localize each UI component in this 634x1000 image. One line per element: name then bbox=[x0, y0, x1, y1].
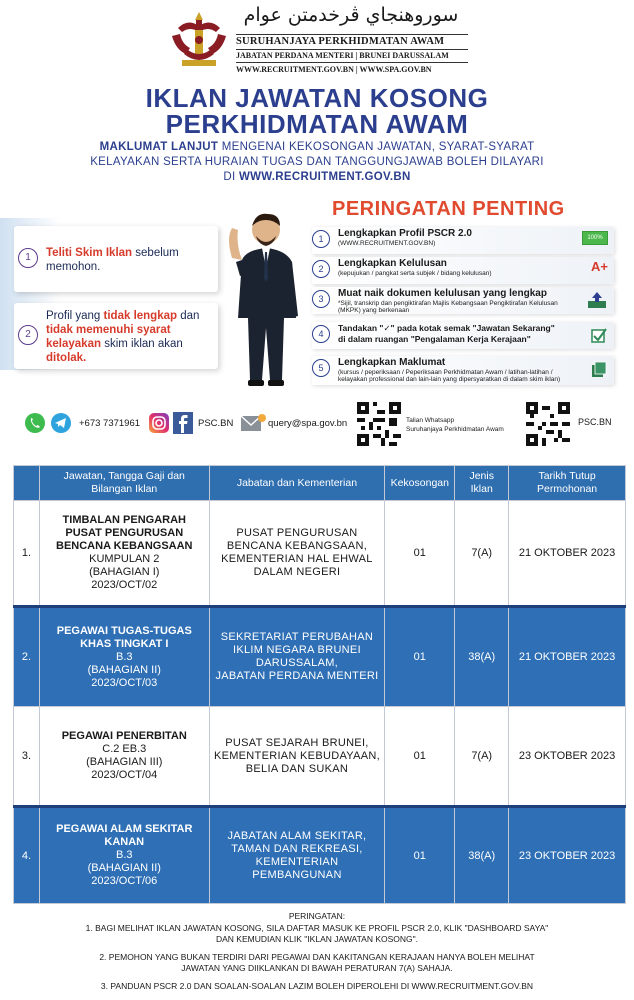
vacancy-table bbox=[13, 465, 626, 904]
position-grade: B.3 (BAHAGIAN II) 2023/OCT/03 bbox=[87, 650, 161, 689]
footer-note-2: 2. PEMOHON YANG BUKAN TERDIRI DARI PEGAWAI DAN KAKITANGAN KERAJAAN HANYA BOLEH MELIHAT bbox=[99, 952, 535, 962]
table-header-row bbox=[14, 466, 626, 501]
whatsapp-qr-code[interactable] bbox=[357, 402, 401, 446]
divider bbox=[236, 62, 468, 63]
notice-heading: Lengkapkan Kelulusan bbox=[338, 258, 447, 269]
notice-detail: (kursus / peperiksaan / Peperiksaan Perkhidmatan Awam / latihan-latihan / bbox=[338, 369, 553, 376]
row-number: 3. bbox=[14, 707, 40, 807]
checkbox-checked-icon bbox=[590, 326, 608, 344]
position-title: PEGAWAI ALAM SEKITAR KANAN bbox=[56, 823, 193, 848]
col-vacancy: Kekosongan bbox=[385, 466, 455, 501]
note-card-2 bbox=[14, 303, 218, 369]
notice-number: 4 bbox=[312, 325, 330, 343]
table-row bbox=[14, 707, 626, 807]
vacancy-count: 01 bbox=[385, 607, 455, 707]
row-number: 2. bbox=[14, 607, 40, 707]
note-text: Teliti Skim Iklan sebelum memohon. bbox=[46, 247, 179, 273]
upload-icon bbox=[586, 291, 608, 309]
phone-number[interactable]: +673 7371961 bbox=[79, 418, 141, 429]
notice-detail-2: (MKPK) yang berkenaan bbox=[338, 307, 410, 314]
notice-item-2 bbox=[312, 257, 614, 284]
position-grade: B.3 (BAHAGIAN II) 2023/OCT/06 bbox=[87, 849, 161, 887]
row-number: 4. bbox=[14, 807, 40, 904]
page-title-line2: PERKHIDMATAN AWAM bbox=[165, 109, 469, 139]
notice-detail: di dalam ruangan "Pengalaman Kerja Kerajaan" bbox=[338, 334, 531, 344]
vacancy-count: 01 bbox=[385, 707, 455, 807]
row-number: 1. bbox=[14, 501, 40, 607]
footer-note-1-cont: DAN KEMUDIAN KLIK "IKLAN JAWATAN KOSONG". bbox=[215, 934, 419, 944]
qr-label: PSC.BN bbox=[578, 417, 612, 427]
col-type: Jenis Iklan bbox=[455, 466, 509, 501]
note-number: 1 bbox=[18, 248, 38, 268]
col-closing-date: Tarikh Tutup Permohonan bbox=[509, 466, 626, 501]
col-no bbox=[14, 466, 40, 501]
grade-icon: A+ bbox=[591, 259, 608, 274]
footer-note-2-cont: JAWATAN YANG DIIKLANKAN DI BAWAH PERATURAN 7(A) SAHAJA. bbox=[181, 963, 453, 973]
notice-detail: (kepujukan / pangkat serta subjek / bidang kelulusan) bbox=[338, 270, 492, 277]
position-title: TIMBALAN PENGARAH PUSAT PENGURUSAN BENCANA KEBANGSAAN bbox=[56, 514, 193, 552]
notice-item-4 bbox=[312, 322, 614, 349]
notice-heading: Muat naik dokumen kelulusan yang lengkap bbox=[338, 288, 547, 299]
businessman-illustration bbox=[222, 208, 310, 388]
department-cell: PUSAT SEJARAH BRUNEI, KEMENTERIAN KEBUDAYAAN, BELIA DAN SUKAN bbox=[209, 707, 385, 807]
ad-type: 7(A) bbox=[455, 707, 509, 807]
position-title: PEGAWAI TUGAS-TUGAS KHAS TINGKAT I bbox=[56, 624, 192, 650]
qr-label: Talian Whatsapp Suruhanjaya Perkhidmatan Awam bbox=[406, 417, 504, 433]
jawi-org-name: سوروهنجاي ڤرخدمتن عوام bbox=[243, 4, 459, 26]
psc-qr-code[interactable] bbox=[526, 402, 570, 446]
closing-date: 23 OKTOBER 2023 bbox=[509, 807, 626, 904]
notice-number: 1 bbox=[312, 230, 330, 248]
notice-number: 3 bbox=[312, 290, 330, 308]
brunei-crest-logo bbox=[168, 10, 230, 70]
social-handle[interactable]: PSC.BN bbox=[198, 418, 234, 429]
footer-note-3: 3. PANDUAN PSCR 2.0 DAN SOALAN-SOALAN LAZIM BOLEH DIPEROLEHI DI WWW.RECRUITMENT.GOV.BN bbox=[100, 981, 534, 991]
notice-number: 5 bbox=[312, 359, 330, 377]
page-title-line1: IKLAN JAWATAN KOSONG bbox=[145, 83, 489, 113]
telegram-icon[interactable] bbox=[50, 412, 72, 434]
notice-heading: Lengkapkan Maklumat bbox=[338, 357, 446, 368]
ad-type: 38(A) bbox=[455, 807, 509, 904]
col-department: Jabatan dan Kementerian bbox=[209, 466, 385, 501]
subtitle-line3: DI WWW.RECRUITMENT.GOV.BN bbox=[223, 171, 411, 183]
department-cell: JABATAN ALAM SEKITAR, TAMAN DAN REKREASI, KEMENTERIAN PEMBANGUNAN bbox=[209, 807, 385, 904]
org-websites: WWW.RECRUITMENT.GOV.BN | WWW.SPA.GOV.BN bbox=[236, 65, 432, 74]
org-subtitle: JABATAN PERDANA MENTERI | BRUNEI DARUSSALAM bbox=[236, 51, 449, 60]
notice-detail: (WWW.RECRUITMENT.GOV.BN) bbox=[338, 240, 436, 247]
table-row bbox=[14, 807, 626, 904]
position-cell bbox=[39, 807, 209, 904]
ad-type: 7(A) bbox=[455, 501, 509, 607]
ad-type: 38(A) bbox=[455, 607, 509, 707]
col-position: Jawatan, Tangga Gaji dan Bilangan Iklan bbox=[39, 466, 209, 501]
table-row bbox=[14, 501, 626, 607]
notice-detail: *Sijil, transkrip dan pengiktirafan Majlis Kebangsaan Pengiktirafan Kelulusan bbox=[338, 300, 558, 307]
notice-item-5 bbox=[312, 356, 614, 385]
position-cell bbox=[39, 501, 209, 607]
closing-date: 23 OKTOBER 2023 bbox=[509, 707, 626, 807]
recruitment-link[interactable]: WWW.RECRUITMENT.GOV.BN bbox=[238, 171, 411, 183]
footer-heading: PERINGATAN: bbox=[288, 911, 346, 921]
documents-icon bbox=[590, 360, 608, 378]
department-cell: PUSAT PENGURUSAN BENCANA KEBANGSAAN, KEMENTERIAN HAL EHWAL DALAM NEGERI bbox=[209, 501, 385, 607]
position-title: PEGAWAI PENERBITAN bbox=[61, 730, 187, 742]
table-row bbox=[14, 607, 626, 707]
battery-full-icon: 100% bbox=[582, 231, 608, 245]
closing-date: 21 OKTOBER 2023 bbox=[509, 607, 626, 707]
notice-number: 2 bbox=[312, 260, 330, 278]
vacancy-count: 01 bbox=[385, 501, 455, 607]
org-name: SURUHANJAYA PERKHIDMATAN AWAM bbox=[236, 36, 445, 47]
department-cell: SEKRETARIAT PERUBAHAN IKLIM NEGARA BRUNEI DARUSSALAM, JABATAN PERDANA MENTERI bbox=[209, 607, 385, 707]
position-grade: C.2 EB.3 (BAHAGIAN III) 2023/OCT/04 bbox=[86, 743, 163, 781]
note-number: 2 bbox=[18, 325, 38, 345]
whatsapp-icon[interactable] bbox=[24, 412, 46, 434]
subtitle-line2: KELAYAKAN SERTA HURAIAN TUGAS DAN TANGGUNGJAWAB BOLEH DILAYARI bbox=[90, 156, 544, 168]
notice-item-1 bbox=[312, 227, 614, 254]
email-address[interactable]: query@spa.gov.bn bbox=[268, 418, 348, 429]
notice-detail-2: kelayakan professional dan lain-lain yang dipersyaratkan di dalam skim iklan) bbox=[338, 376, 561, 383]
notice-item-3 bbox=[312, 287, 614, 314]
subtitle-line1: MAKLUMAT LANJUT MENGENAI KEKOSONGAN JAWATAN, SYARAT-SYARAT bbox=[99, 141, 535, 153]
note-card-1 bbox=[14, 226, 218, 292]
vacancy-count: 01 bbox=[385, 807, 455, 904]
position-cell bbox=[39, 707, 209, 807]
position-cell bbox=[39, 607, 209, 707]
email-icon[interactable] bbox=[240, 413, 266, 433]
divider bbox=[236, 34, 468, 35]
position-grade: KUMPULAN 2 (BAHAGIAN I) 2023/OCT/02 bbox=[89, 553, 160, 591]
instagram-icon[interactable] bbox=[148, 412, 170, 434]
footer-note-1: 1. BAGI MELIHAT IKLAN JAWATAN KOSONG, SILA DAFTAR MASUK KE PROFIL PSCR 2.0, KLIK "DASHBOARD SAYA" bbox=[85, 923, 549, 933]
divider bbox=[236, 49, 468, 50]
note-text: Profil yang tidak lengkap dan tidak memenuhi syarat kelayakan skim iklan akan ditolak. bbox=[46, 310, 200, 364]
facebook-icon[interactable] bbox=[173, 412, 193, 434]
notice-heading: Tandakan "✓" pada kotak semak "Jawatan Sekarang" bbox=[338, 323, 555, 333]
notice-heading: Lengkapkan Profil PSCR 2.0 bbox=[338, 228, 472, 239]
important-notice-title: PERINGATAN PENTING bbox=[332, 198, 565, 220]
closing-date: 21 OKTOBER 2023 bbox=[509, 501, 626, 607]
